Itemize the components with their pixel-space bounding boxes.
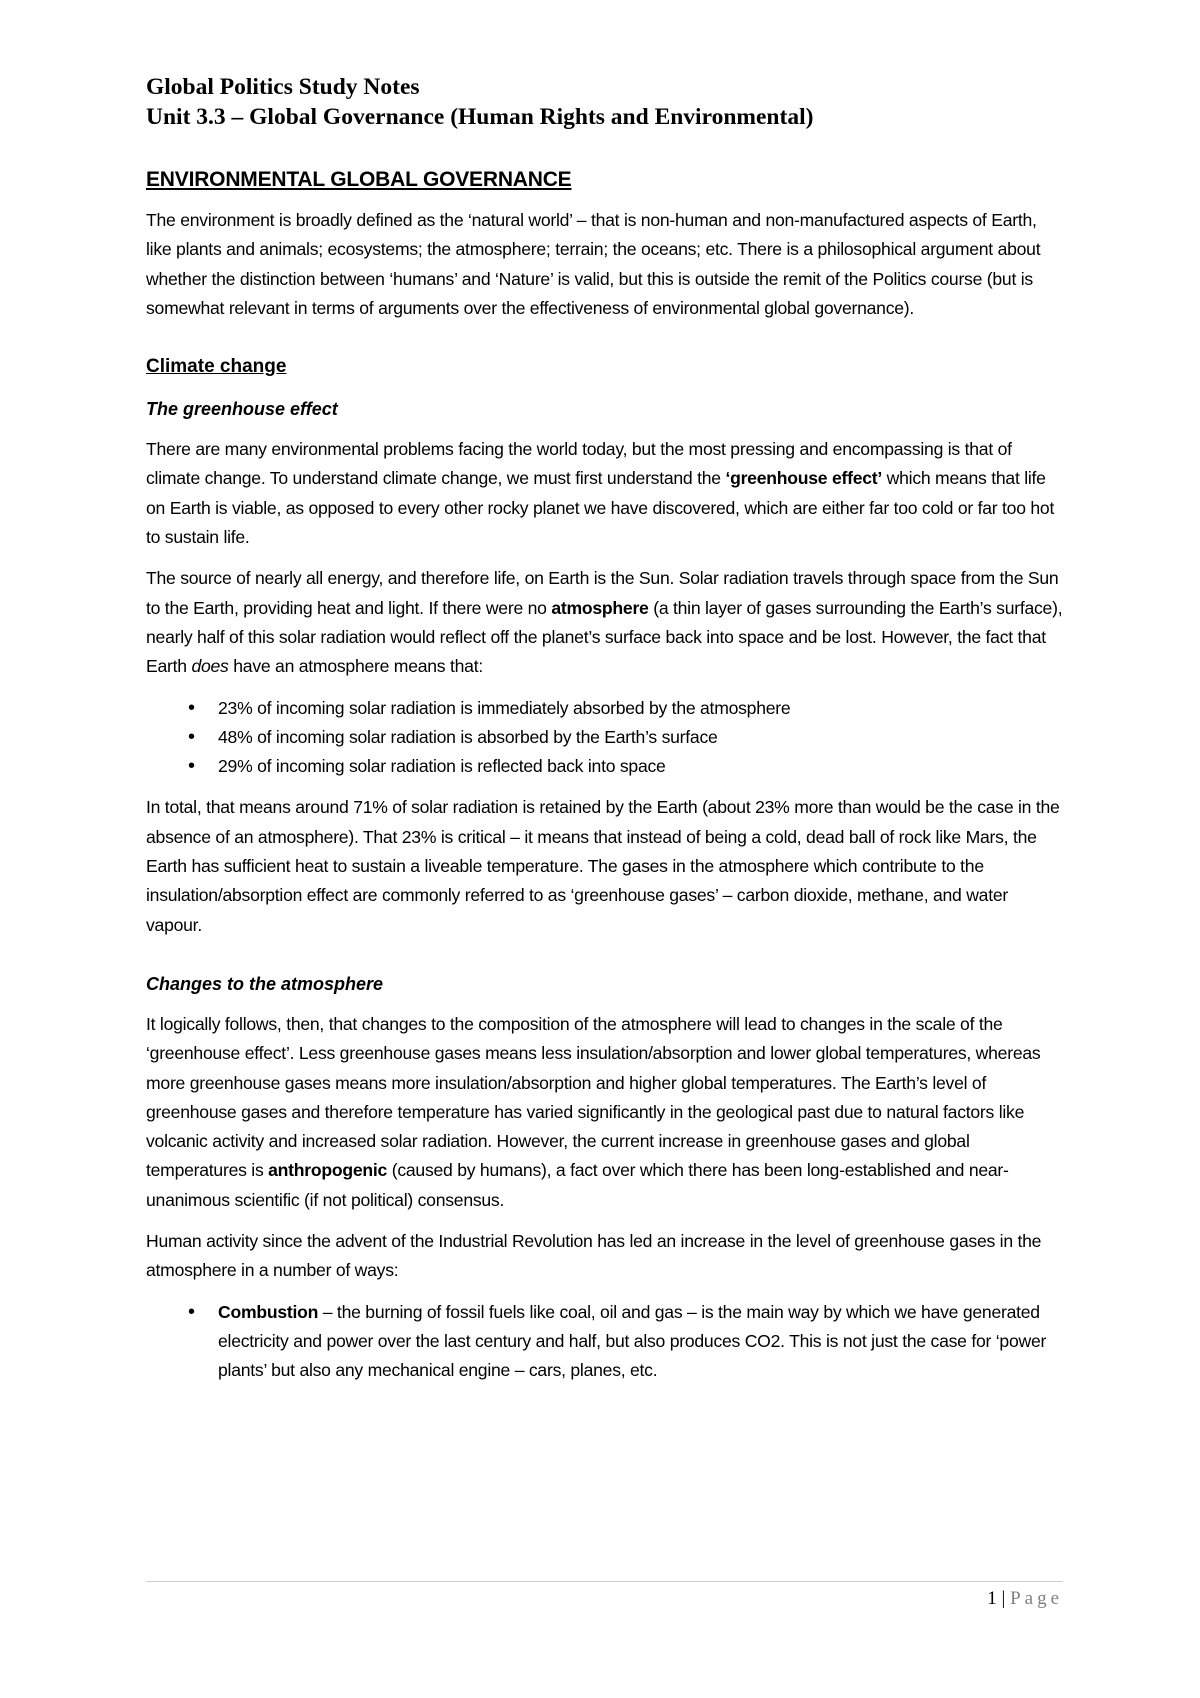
text-run: There are many environmental problems facing the world today, but the most pressing and encompassing is that of climate change. To understand climate change, we must first understand the bbox=[146, 439, 1012, 489]
greenhouse-paragraph-3: In total, that means around 71% of solar radiation is retained by the Earth (about 23% more than would be the case in the absence of an atmosphere). That 23% is critical – it means that instead of being a cold, dead ball of rock like Mars, the Earth has sufficient heat to sustain a liveable temperature. The gases in the atmosphere which contribute to the insulation/absorption effect are commonly referred to as ‘greenhouse gases’ – carbon dioxide, methane, and water vapour. bbox=[146, 797, 1060, 935]
bold-term: Combustion bbox=[218, 1301, 319, 1322]
subsection-title-climate-change: Climate change bbox=[146, 356, 287, 378]
text-run: have an atmosphere means that: bbox=[228, 656, 483, 677]
atmosphere-paragraph-1 bbox=[146, 1010, 1063, 1215]
text-run: which means that life on Earth is viable, as opposed to every other rocky planet we have discovered, which are either far too cold or far too hot to sustain life. bbox=[146, 468, 1055, 548]
list-item bbox=[146, 1298, 1063, 1386]
text-run: It logically follows, then, that changes to the composition of the atmosphere will lead to changes in the scale of the ‘greenhouse effect’. Less greenhouse gases means less insulation/absorption and lower global temperatures, whereas more greenhouse gases means more insulation/absorption and higher global temperatures. The Earth’s level of greenhouse gases and therefore temperature has varied significantly in the geological past due to natural factors like volcanic activity and increased solar radiation. However, the current increase in greenhouse gases and global temperatures is bbox=[146, 1013, 1041, 1181]
bold-term: ‘greenhouse effect’ bbox=[725, 468, 883, 489]
document-title bbox=[146, 72, 1063, 132]
text-run: – the burning of fossil fuels like coal, oil and gas – is the main way by which we have generated electricity and power over the last century and half, but also produces CO2. This is not just the case for ‘power plants’ but also any mechanical engine – cars, planes, etc. bbox=[218, 1301, 1047, 1381]
human-activity-bullet-list bbox=[146, 1298, 1063, 1386]
text-run: (caused by humans), a fact over which there has been long-established and near-unanimous scientific (if not political) consensus. bbox=[146, 1160, 1009, 1210]
title-line-2: Unit 3.3 – Global Governance (Human Rights and Environmental) bbox=[146, 104, 814, 130]
bold-term: atmosphere bbox=[551, 597, 649, 618]
sub-heading-changes-to-atmosphere: Changes to the atmosphere bbox=[146, 973, 384, 994]
italic-term: does bbox=[191, 656, 229, 677]
text-run: (a thin layer of gases surrounding the Earth’s surface), nearly half of this solar radiation would reflect off the planet’s surface back into space and be lost. However, the fact that Earth bbox=[146, 597, 1063, 677]
greenhouse-paragraph-1 bbox=[146, 435, 1063, 552]
list-item: • 23% of incoming solar radiation is immediately absorbed by the atmosphere bbox=[146, 694, 1063, 723]
list-item: • 48% of incoming solar radiation is absorbed by the Earth’s surface bbox=[146, 723, 1063, 752]
intro-paragraph: The environment is broadly defined as the ‘natural world’ – that is non-human and non-manufactured aspects of Earth, like plants and animals; ecosystems; the atmosphere; terrain; the oceans; etc. There is a philosophical argument about whether the distinction between ‘humans’ and ‘Nature’ is valid, but this is outside the remit of the Politics course (but is somewhat relevant in terms of arguments over the effectiveness of environmental global governance). bbox=[146, 210, 1041, 318]
page-label: Page bbox=[1010, 1588, 1063, 1609]
list-item: • 29% of incoming solar radiation is reflected back into space bbox=[146, 752, 1063, 781]
page-number: 1 bbox=[987, 1588, 997, 1609]
page-separator: | bbox=[1001, 1588, 1006, 1609]
page-footer bbox=[987, 1588, 1063, 1610]
greenhouse-paragraph-2 bbox=[146, 564, 1063, 681]
sub-heading-greenhouse-effect: The greenhouse effect bbox=[146, 399, 338, 420]
text-run: The source of nearly all energy, and therefore life, on Earth is the Sun. Solar radiation travels through space from the Sun to the Earth, providing heat and light. If there were no bbox=[146, 568, 1059, 618]
atmosphere-paragraph-2: Human activity since the advent of the Industrial Revolution has led an increase in the level of greenhouse gases in the atmosphere in a number of ways: bbox=[146, 1231, 1042, 1281]
title-line-1: Global Politics Study Notes bbox=[146, 74, 420, 100]
section-title: ENVIRONMENTAL GLOBAL GOVERNANCE bbox=[146, 168, 572, 191]
bold-term: anthropogenic bbox=[268, 1160, 388, 1181]
radiation-bullet-list bbox=[146, 694, 1063, 782]
footer-divider bbox=[146, 1581, 1063, 1582]
